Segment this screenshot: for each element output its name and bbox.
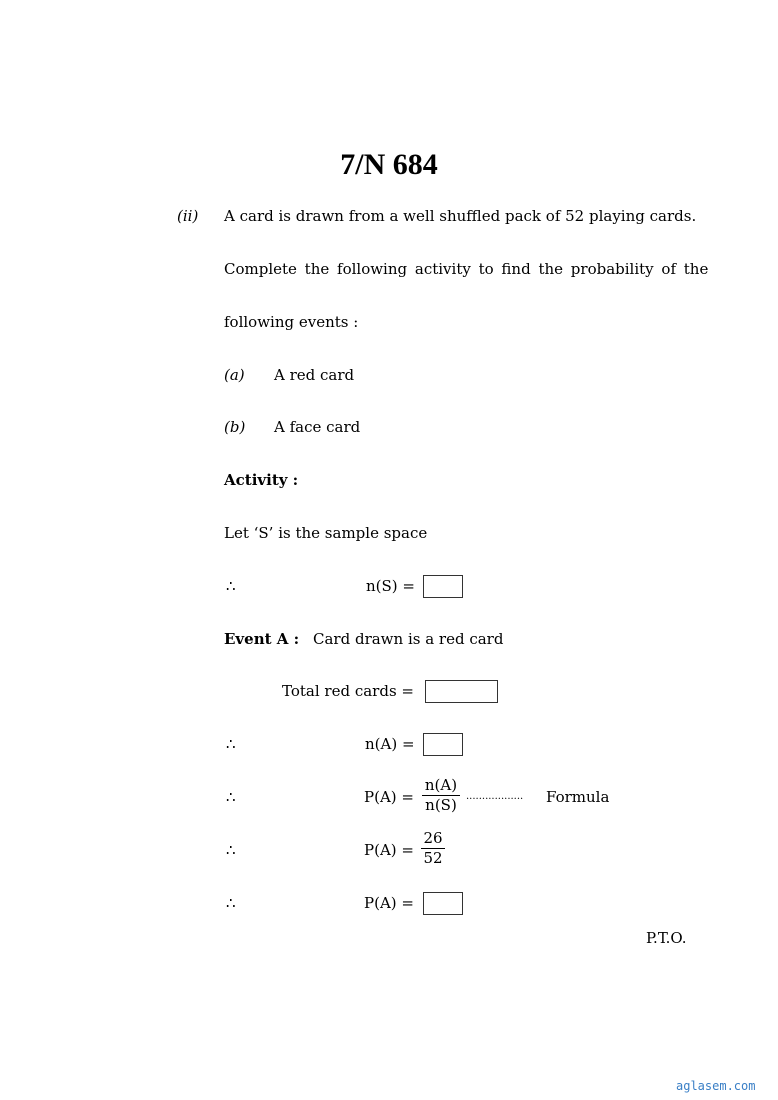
event-a-description: Card drawn is a red card	[313, 630, 504, 648]
PA-label: P(A) =	[364, 894, 414, 912]
footer-watermark[interactable]: aglasem.com	[676, 1079, 756, 1093]
therefore-symbol: ∴	[226, 894, 236, 912]
nS-answer-box[interactable]	[423, 575, 463, 598]
event-b-text: A face card	[274, 418, 361, 436]
event-a-heading: Event A :	[224, 630, 300, 648]
event-b-label: (b)	[224, 418, 246, 436]
total-red-answer-box[interactable]	[425, 680, 498, 703]
formula-numerator: n(A)	[422, 776, 460, 796]
PA-label: P(A) =	[364, 841, 414, 859]
event-a-label: (a)	[224, 366, 245, 384]
para-line-3: following events :	[224, 313, 359, 331]
formula-label: Formula	[546, 788, 610, 806]
total-red-label: Total red cards =	[282, 682, 414, 700]
therefore-symbol: ∴	[226, 788, 236, 806]
question-number: (ii)	[177, 207, 199, 225]
value-numerator: 26	[421, 829, 445, 849]
activity-heading: Activity :	[224, 471, 299, 489]
formula-dots: ..................	[466, 791, 524, 802]
pto-text: P.T.O.	[646, 929, 687, 947]
sample-space-text: Let ‘S’ is the sample space	[224, 524, 428, 542]
formula-fraction	[422, 776, 460, 815]
para-line-2: Complete the following activity to find the probability of the	[224, 260, 709, 278]
para-line-1: A card is drawn from a well shuffled pack of 52 playing cards.	[224, 207, 697, 225]
page-title: 7/N 684	[340, 148, 438, 181]
PA-answer-box[interactable]	[423, 892, 463, 915]
value-denominator: 52	[423, 849, 443, 867]
PA-label: P(A) =	[364, 788, 414, 806]
therefore-symbol: ∴	[226, 735, 236, 753]
therefore-symbol: ∴	[226, 577, 236, 595]
nA-label: n(A) =	[365, 735, 415, 753]
nS-label: n(S) =	[366, 577, 415, 595]
event-a-text: A red card	[274, 366, 355, 384]
nA-answer-box[interactable]	[423, 733, 463, 756]
value-fraction	[414, 829, 452, 868]
therefore-symbol: ∴	[226, 841, 236, 859]
formula-denominator: n(S)	[425, 796, 457, 814]
